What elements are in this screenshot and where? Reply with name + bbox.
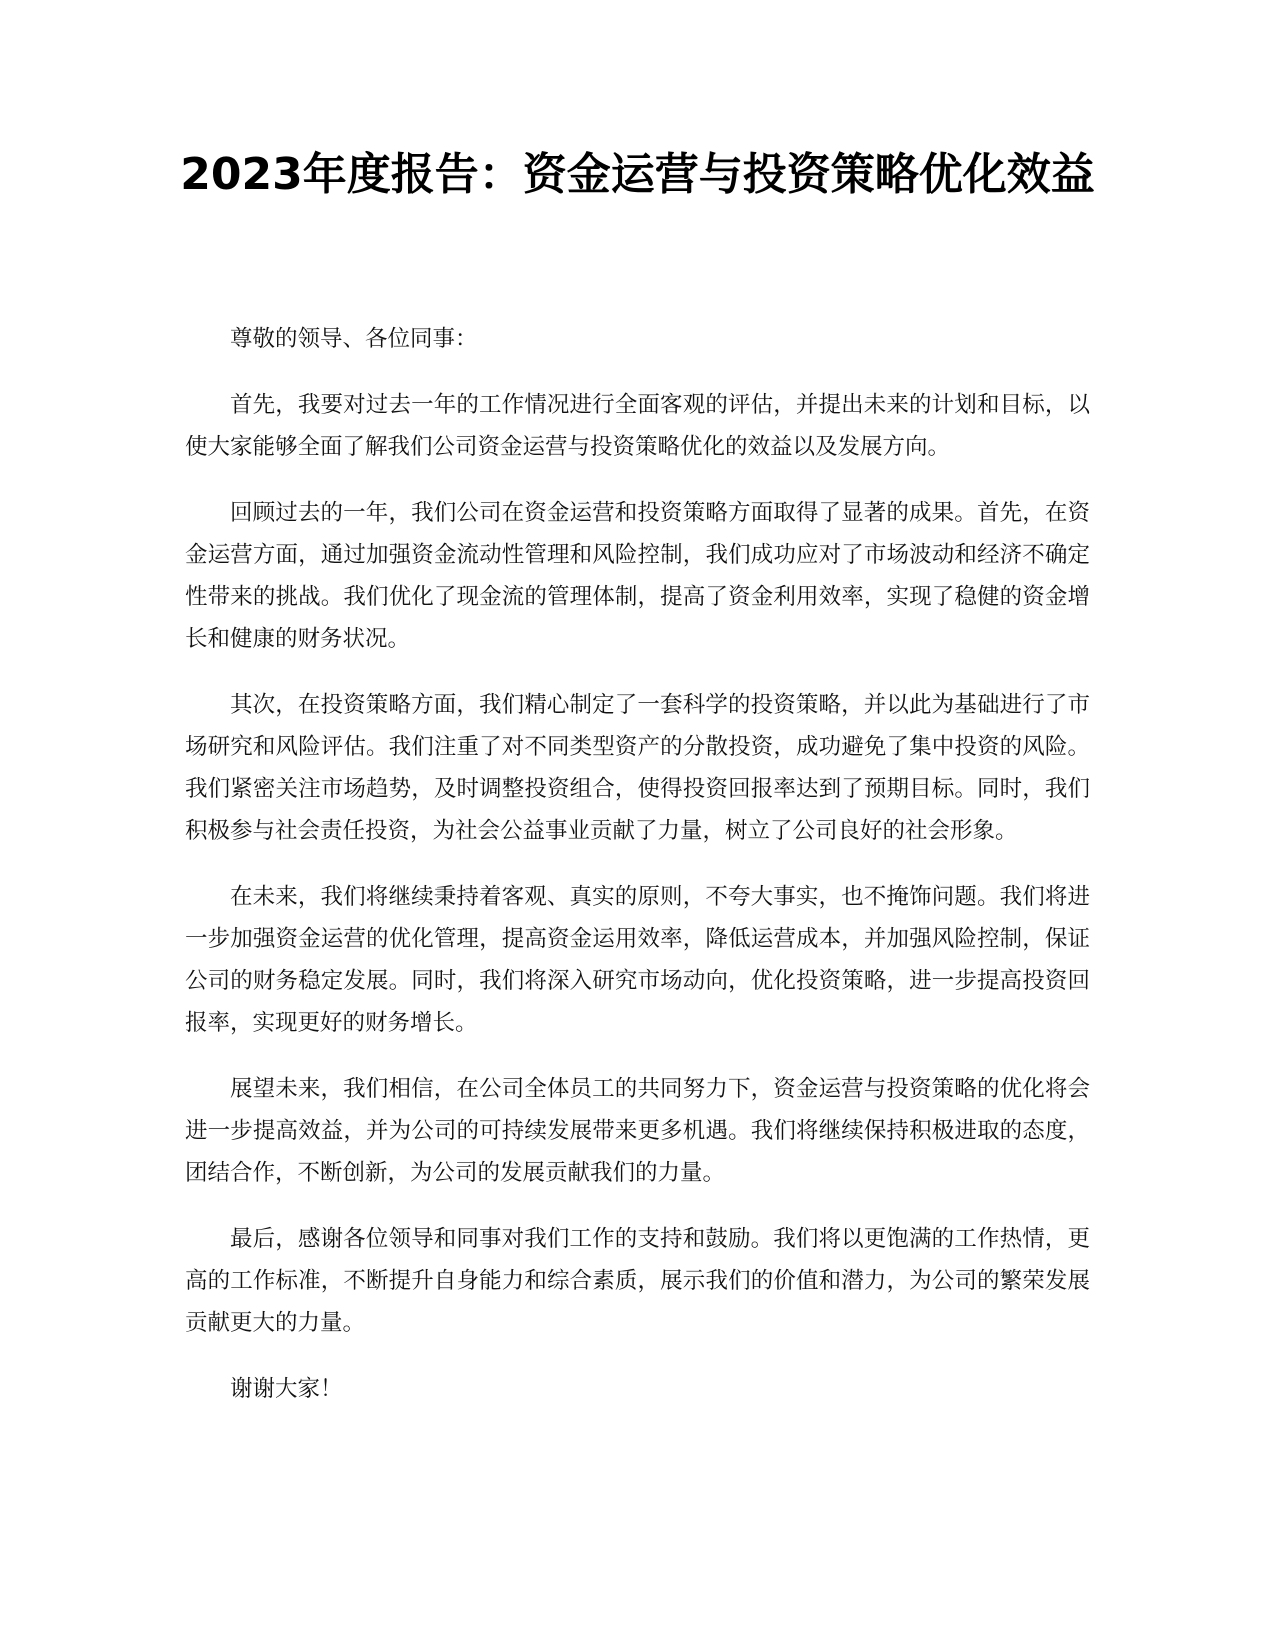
paragraph-future-plans: 在未来，我们将继续秉持着客观、真实的原则，不夸大事实，也不掩饰问题。我们将进一步加强资金运营的优化管理，提高资金运用效率，降低运营成本，并加强风险控制，保证公司的财务稳定发展。同时，我们将深入研究市场动向，优化投资策略，进一步提高投资回报率，实现更好的财务增长。: [185, 884, 1090, 1036]
paragraph-outlook: 展望未来，我们相信，在公司全体员工的共同努力下，资金运营与投资策略的优化将会进一步提高效益，并为公司的可持续发展带来更多机遇。我们将继续保持积极进取的态度，团结合作，不断创新，为公司的发展贡献我们的力量。: [185, 1076, 1090, 1186]
salutation: 尊敬的领导、各位同事：: [230, 326, 478, 352]
document-title: 2023年度报告：资金运营与投资策略优化效益: [180, 149, 1095, 200]
paragraph-thanks: 最后，感谢各位领导和同事对我们工作的支持和鼓励。我们将以更饱满的工作热情，更高的工作标准，不断提升自身能力和综合素质，展示我们的价值和潜力，为公司的繁荣发展贡献更大的力量。: [185, 1226, 1090, 1336]
paragraph-review: 回顾过去的一年，我们公司在资金运营和投资策略方面取得了显著的成果。首先，在资金运营方面，通过加强资金流动性管理和风险控制，我们成功应对了市场波动和经济不确定性带来的挑战。我们优化了现金流的管理体制，提高了资金利用效率，实现了稳健的资金增长和健康的财务状况。: [185, 500, 1090, 652]
document-body: [185, 318, 1090, 1434]
closing: 谢谢大家！: [230, 1376, 343, 1402]
paragraph-investment-strategy: 其次，在投资策略方面，我们精心制定了一套科学的投资策略，并以此为基础进行了市场研究和风险评估。我们注重了对不同类型资产的分散投资，成功避免了集中投资的风险。我们紧密关注市场趋势，及时调整投资组合，使得投资回报率达到了预期目标。同时，我们积极参与社会责任投资，为社会公益事业贡献了力量，树立了公司良好的社会形象。: [185, 692, 1090, 844]
paragraph-introduction: 首先，我要对过去一年的工作情况进行全面客观的评估，并提出未来的计划和目标，以使大家能够全面了解我们公司资金运营与投资策略优化的效益以及发展方向。: [185, 392, 1090, 460]
